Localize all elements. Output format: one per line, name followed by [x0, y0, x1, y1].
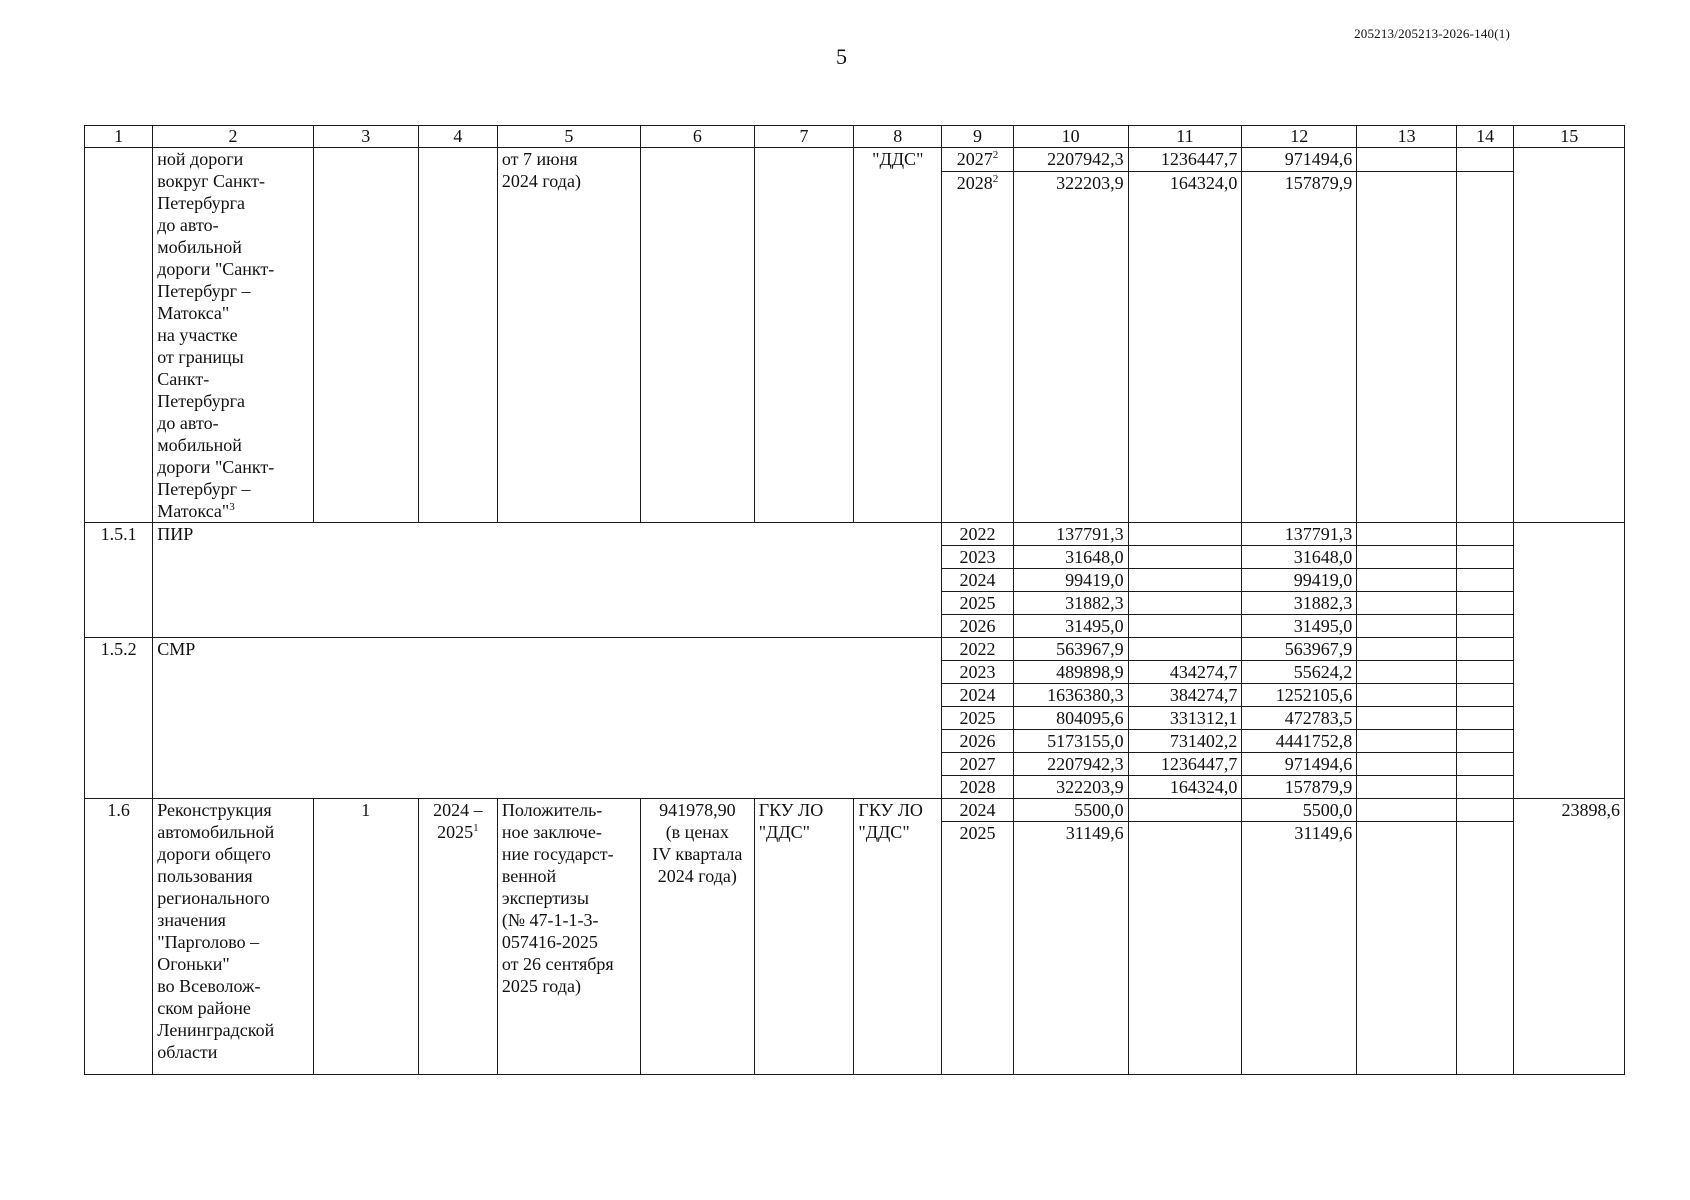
regional-cell: 472783,5: [1242, 707, 1357, 730]
regional-cell: 31882,3: [1242, 592, 1357, 615]
header-cell: 6: [640, 126, 754, 148]
federal-cell: [1128, 822, 1242, 1075]
federal-cell: [1128, 546, 1242, 569]
developer-cell: "ДДС": [854, 148, 942, 523]
table-row: [85, 799, 1625, 822]
empty-cell: [1357, 148, 1457, 172]
header-cell: 14: [1456, 126, 1513, 148]
year-text: 2027: [956, 149, 993, 169]
developer-line: "ДДС": [858, 822, 910, 842]
header-cell: 3: [313, 126, 418, 148]
regional-cell: 31495,0: [1242, 615, 1357, 638]
footnote-mark: 3: [229, 501, 235, 513]
header-cell: 9: [942, 126, 1014, 148]
header-cell: 10: [1013, 126, 1128, 148]
empty-cell: [1357, 776, 1457, 799]
year-cell: 2024: [942, 799, 1014, 822]
empty-cell: [1357, 523, 1457, 546]
estimated-cost-cell: [640, 799, 754, 1075]
empty-cell: [1456, 661, 1513, 684]
total-cell: 563967,9: [1013, 638, 1128, 661]
empty-cell: [1456, 799, 1513, 822]
object-name-line: "Парголово –: [157, 932, 260, 952]
period-line: 2024 –: [433, 800, 483, 820]
regional-cell: 4441752,8: [1242, 730, 1357, 753]
year-cell: 2022: [942, 523, 1014, 546]
federal-cell: 384274,7: [1128, 684, 1242, 707]
header-cell: 11: [1128, 126, 1242, 148]
regional-cell: 1252105,6: [1242, 684, 1357, 707]
balance-cell: 23898,6: [1514, 799, 1625, 1075]
empty-cell: [1357, 799, 1457, 822]
table-row: [85, 148, 1625, 172]
total-cell: 99419,0: [1013, 569, 1128, 592]
object-name-line: Матокса": [157, 303, 230, 323]
federal-cell: [1128, 569, 1242, 592]
federal-cell: 434274,7: [1128, 661, 1242, 684]
object-name-line: до авто-: [157, 215, 219, 235]
empty-cell: [1456, 776, 1513, 799]
total-cell: 2207942,3: [1013, 753, 1128, 776]
object-name-line: пользования: [157, 866, 253, 886]
object-name-line: Петербурга: [157, 193, 245, 213]
regional-cell: 5500,0: [1242, 799, 1357, 822]
empty-cell: [1456, 569, 1513, 592]
empty-cell: [1456, 592, 1513, 615]
object-name-line: Санкт-: [157, 369, 210, 389]
document-line: Положитель-: [501, 800, 603, 820]
empty-cell: [1357, 171, 1457, 522]
total-cell: 31149,6: [1013, 822, 1128, 1075]
empty-cell: [1357, 592, 1457, 615]
year-cell: 2024: [942, 569, 1014, 592]
total-cell: 31495,0: [1013, 615, 1128, 638]
federal-cell: [1128, 615, 1242, 638]
federal-cell: 1236447,7: [1128, 753, 1242, 776]
object-name-line: ной дороги: [157, 149, 244, 169]
cost-line: IV квартала: [652, 844, 743, 864]
document-line: венной: [501, 866, 557, 886]
object-name-line: во Всеволож-: [157, 976, 261, 996]
document-line: ное заключе-: [501, 822, 602, 842]
empty-cell: [1357, 753, 1457, 776]
federal-cell: [1128, 638, 1242, 661]
total-cell: 5173155,0: [1013, 730, 1128, 753]
empty-cell: [1456, 615, 1513, 638]
object-name-line: до авто-: [157, 413, 219, 433]
federal-cell: 731402,2: [1128, 730, 1242, 753]
empty-cell: [754, 148, 854, 523]
stage-label-cell: ПИР: [153, 523, 942, 638]
regional-cell: 55624,2: [1242, 661, 1357, 684]
developer-line: ГКУ ЛО: [858, 800, 923, 820]
empty-cell: [1456, 730, 1513, 753]
regional-cell: 157879,9: [1242, 171, 1357, 522]
cost-line: 941978,90: [659, 800, 736, 820]
object-name-line: значения: [157, 910, 226, 930]
object-name-cell: [153, 148, 313, 523]
table-row: [85, 638, 1625, 661]
object-name-text: Матокса": [157, 501, 230, 521]
empty-cell: [1456, 822, 1513, 1075]
total-cell: 2207942,3: [1013, 148, 1128, 172]
empty-cell: [1456, 546, 1513, 569]
object-name-line: Реконструкция: [157, 800, 272, 820]
document-line: 057416-2025: [501, 932, 598, 952]
year-cell: 2026: [942, 615, 1014, 638]
empty-cell: [1456, 707, 1513, 730]
year-cell: [942, 148, 1014, 172]
developer-cell: [854, 799, 942, 1075]
header-cell: 12: [1242, 126, 1357, 148]
document-line: 2025 года): [501, 976, 581, 996]
document-line: ние государст-: [501, 844, 614, 864]
item-number-cell: [85, 148, 153, 523]
period-line: [423, 821, 493, 843]
object-name-line: Огоньки": [157, 954, 230, 974]
cost-line: (в ценах: [665, 822, 729, 842]
regional-cell: 971494,6: [1242, 753, 1357, 776]
page-number: 5: [836, 44, 847, 69]
empty-cell: [1456, 148, 1513, 172]
object-name-line: на участке: [157, 325, 238, 345]
federal-cell: [1128, 523, 1242, 546]
federal-cell: 164324,0: [1128, 776, 1242, 799]
object-name-line: Петербург –: [157, 479, 251, 499]
object-name-line: [157, 500, 308, 522]
document-line: от 7 июня: [501, 149, 578, 169]
empty-cell: [640, 148, 754, 523]
empty-cell: [1357, 730, 1457, 753]
year-cell: 2025: [942, 822, 1014, 1075]
empty-cell: [1357, 615, 1457, 638]
object-name-line: Петербург –: [157, 281, 251, 301]
document-line: (№ 47-1-1-3-: [501, 910, 599, 930]
year-cell: 2022: [942, 638, 1014, 661]
total-cell: 322203,9: [1013, 776, 1128, 799]
year-text: 2028: [956, 172, 993, 193]
item-number-cell: 1.6: [85, 799, 153, 1075]
object-name-line: от границы: [157, 347, 244, 367]
federal-cell: [1128, 592, 1242, 615]
header-cell: 1: [85, 126, 153, 148]
object-name-line: дороги общего: [157, 844, 271, 864]
empty-cell: [1357, 546, 1457, 569]
period-text: 2025: [437, 822, 474, 842]
federal-cell: 164324,0: [1128, 171, 1242, 522]
empty-cell: [1514, 148, 1625, 523]
object-name-line: автомобильной: [157, 822, 275, 842]
object-name-line: Петербурга: [157, 391, 245, 411]
year-cell: 2023: [942, 546, 1014, 569]
federal-cell: 331312,1: [1128, 707, 1242, 730]
year-cell: 2025: [942, 707, 1014, 730]
document-line: экспертизы: [501, 888, 589, 908]
cost-line: 2024 года): [657, 866, 737, 886]
year-cell: [942, 171, 1014, 522]
document-line: от 26 сентября: [501, 954, 614, 974]
federal-cell: 1236447,7: [1128, 148, 1242, 172]
header-cell: 2: [153, 126, 313, 148]
capacity-cell: 1: [313, 799, 418, 1075]
year-cell: 2025: [942, 592, 1014, 615]
object-name-line: мобильной: [157, 237, 242, 257]
year-cell: 2024: [942, 684, 1014, 707]
customer-line: ГКУ ЛО: [758, 800, 824, 820]
footnote-mark: 2: [992, 172, 999, 185]
empty-cell: [1357, 684, 1457, 707]
header-cell: 7: [754, 126, 854, 148]
empty-cell: [1456, 753, 1513, 776]
total-cell: 804095,6: [1013, 707, 1128, 730]
document-cell: [497, 148, 640, 523]
empty-cell: [1514, 523, 1625, 799]
object-name-line: дороги "Санкт-: [157, 259, 275, 279]
regional-cell: 99419,0: [1242, 569, 1357, 592]
empty-cell: [1456, 684, 1513, 707]
empty-cell: [1357, 822, 1457, 1075]
empty-cell: [418, 148, 497, 523]
empty-cell: [1357, 661, 1457, 684]
year-cell: 2023: [942, 661, 1014, 684]
total-cell: 137791,3: [1013, 523, 1128, 546]
empty-cell: [1357, 707, 1457, 730]
object-name-cell: [153, 799, 313, 1075]
total-cell: 322203,9: [1013, 171, 1128, 522]
object-name-line: Ленинградской: [157, 1020, 275, 1040]
item-number-cell: 1.5.2: [85, 638, 153, 799]
object-name-line: вокруг Санкт-: [157, 171, 266, 191]
period-cell: [418, 799, 497, 1075]
customer-line: "ДДС": [758, 822, 810, 842]
document-cell: [497, 799, 640, 1075]
empty-cell: [1456, 638, 1513, 661]
document-code: 205213/205213-2026-140(1): [1354, 26, 1510, 41]
total-cell: 31648,0: [1013, 546, 1128, 569]
empty-cell: [1357, 569, 1457, 592]
regional-cell: 157879,9: [1242, 776, 1357, 799]
footnote-mark: 2: [992, 149, 999, 161]
empty-cell: [313, 148, 418, 523]
header-row: [85, 126, 1625, 148]
year-cell: 2027: [942, 753, 1014, 776]
total-cell: 5500,0: [1013, 799, 1128, 822]
regional-cell: 137791,3: [1242, 523, 1357, 546]
object-name-line: мобильной: [157, 435, 242, 455]
empty-cell: [1357, 638, 1457, 661]
total-cell: 31882,3: [1013, 592, 1128, 615]
year-cell: 2028: [942, 776, 1014, 799]
stage-label-cell: СМР: [153, 638, 942, 799]
object-name-line: области: [157, 1042, 218, 1062]
footnote-mark: 1: [473, 822, 479, 834]
header-cell: 4: [418, 126, 497, 148]
object-name-line: регионального: [157, 888, 270, 908]
object-name-line: ском районе: [157, 998, 251, 1018]
document-line: 2024 года): [501, 171, 581, 191]
table-row: [85, 523, 1625, 546]
regional-cell: 971494,6: [1242, 148, 1357, 172]
header-cell: 15: [1514, 126, 1625, 148]
header-cell: 13: [1357, 126, 1457, 148]
customer-cell: [754, 799, 854, 1075]
year-cell: 2026: [942, 730, 1014, 753]
header-cell: 5: [497, 126, 640, 148]
total-cell: 489898,9: [1013, 661, 1128, 684]
regional-cell: 563967,9: [1242, 638, 1357, 661]
federal-cell: [1128, 799, 1242, 822]
header-cell: 8: [854, 126, 942, 148]
item-number-cell: 1.5.1: [85, 523, 153, 638]
regional-cell: 31648,0: [1242, 546, 1357, 569]
empty-cell: [1456, 171, 1513, 522]
empty-cell: [1456, 523, 1513, 546]
budget-table: [84, 125, 1625, 1075]
object-name-line: дороги "Санкт-: [157, 457, 275, 477]
total-cell: 1636380,3: [1013, 684, 1128, 707]
regional-cell: 31149,6: [1242, 822, 1357, 1075]
